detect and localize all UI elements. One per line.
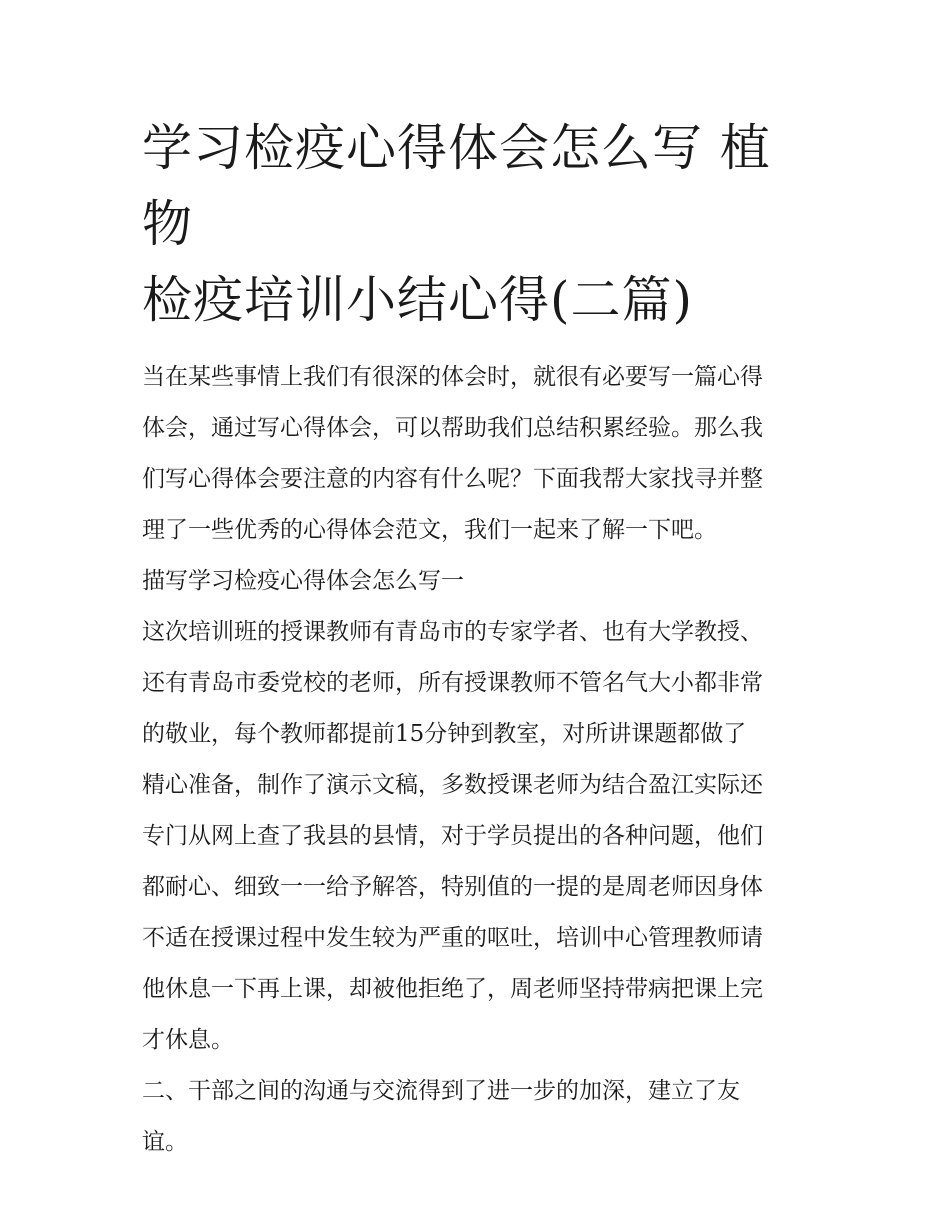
body-paragraph-line-2: 还有青岛市委党校的老师，所有授课教师不管名气大小都非常 <box>142 670 763 696</box>
intro-paragraph-line-1: 当在某些事情上我们有很深的体会时，就很有必要写一篇心得 <box>142 364 763 390</box>
body-paragraph-line-9: 才休息。 <box>142 1027 234 1053</box>
intro-paragraph-line-4: 理了一些优秀的心得体会范文，我们一起来了解一下吧。 <box>142 517 717 543</box>
body-paragraph-line-5: 专门从网上查了我县的县情，对于学员提出的各种问题，他们 <box>142 823 763 849</box>
body-paragraph-line-8: 他休息一下再上课，却被他拒绝了，周老师坚持带病把课上完 <box>142 976 763 1002</box>
document-body <box>142 352 814 1168</box>
point-two-line-2: 谊。 <box>142 1129 188 1155</box>
title-line-2: 检疫培训小结心得(二篇) <box>142 271 694 329</box>
document-page <box>142 110 814 1168</box>
section-heading: 描写学习检疫心得体会怎么写一 <box>142 568 464 594</box>
intro-paragraph-line-2: 体会，通过写心得体会，可以帮助我们总结积累经验。那么我 <box>142 415 763 441</box>
body-paragraph-line-3: 的敬业，每个教师都提前15分钟到教室，对所讲课题都做了 <box>142 721 747 747</box>
body-paragraph-line-6: 都耐心、细致一一给予解答，特别值的一提的是周老师因身体 <box>142 874 763 900</box>
title-line-1: 学习检疫心得体会怎么写 植物 <box>142 119 771 253</box>
intro-paragraph-line-3: 们写心得体会要注意的内容有什么呢？下面我帮大家找寻并整 <box>142 466 763 492</box>
body-paragraph-line-4: 精心准备，制作了演示文稿，多数授课老师为结合盈江实际还 <box>142 772 763 798</box>
body-paragraph-line-7: 不适在授课过程中发生较为严重的呕吐，培训中心管理教师请 <box>142 925 763 951</box>
body-paragraph-line-1: 这次培训班的授课教师有青岛市的专家学者、也有大学教授、 <box>142 619 763 645</box>
point-two-line-1: 二、干部之间的沟通与交流得到了进一步的加深，建立了友 <box>142 1078 740 1104</box>
document-title <box>142 110 814 338</box>
